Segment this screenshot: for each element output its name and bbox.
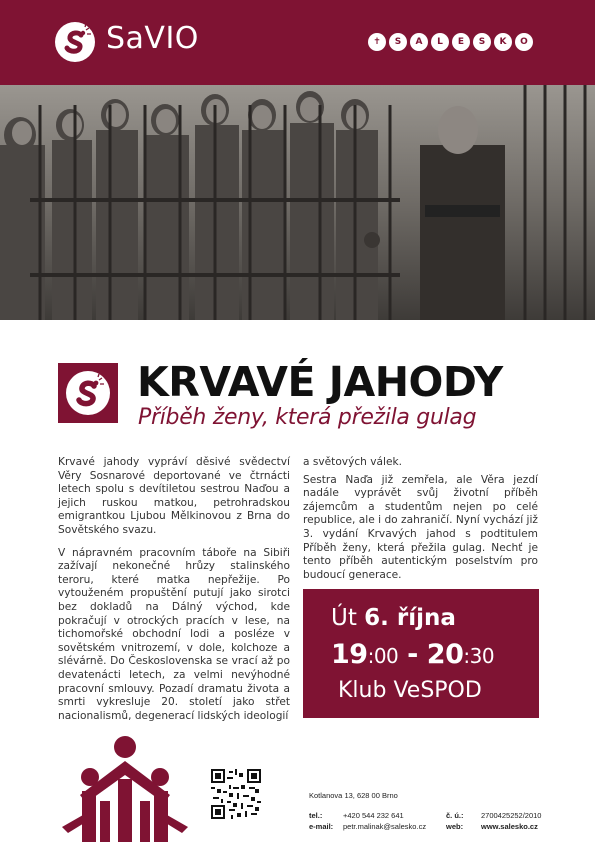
tel-value: +420 544 232 641 <box>343 811 404 820</box>
title-logo-icon <box>58 363 118 423</box>
body-paragraph: Sestra Naďa již zemřela, ale Věra jezdí nadále vyprávět svůj životní příběh zájemcům a studentům nejen po celé republice, ale i do zahraničí. Nyní vychází již 3. vydání Krvavých jahod s podtitulem Příběh ženy, která přežila gulag. Nechť je tento příběh autentickým poselstvím pro budoucí generace. <box>303 473 538 581</box>
salesko-letter: A <box>410 33 428 51</box>
tel-label <box>309 811 322 820</box>
account-value: 2700425252/2010 <box>481 811 542 820</box>
email-label <box>309 822 333 831</box>
time-start-min: :00 <box>367 644 399 668</box>
savio-logo-icon <box>55 22 95 62</box>
brand-name: SaVIO <box>106 21 199 56</box>
body-paragraph: Krvavé jahody vypráví děsivé svědectví Věry Sosnarové deportované ve čtrnácti letech spolu s devítiletou sestrou Naďou a jejich ruskou matkou, petrohradskou emigrantkou Ljubou Mělkinovou z Brna do Sovětského svazu. <box>58 456 290 536</box>
body-paragraph: V nápravném pracovním táboře na Sibiři zažívají nekonečné hrůzy stalinského teroru, které matka nepřežije. Po vytouženém propuštění putují jako sirotci bez dokladů na Dálný východ, kde pokračují v otrockých pracích v lese, na tichomořské obchodní lodi a posléze v sovětském vnitrozemí, v dole, kolchoze a slévárně. Do Československa se vrací až po devatenácti letech, za velmi nevýhodné pracovní smlouvy. Pozadí dramatu života a smrti vykresluje 20. století jako střet nacionalismů, degenerací lidských ideologií <box>58 546 290 722</box>
salesko-letter: E <box>452 33 470 51</box>
web-label-text: web: <box>446 822 464 831</box>
salesko-letter: O <box>515 33 533 51</box>
time-dash: - <box>407 639 418 670</box>
header-bar <box>0 0 595 85</box>
page-title: KRVAVÉ JAHODY <box>137 358 503 406</box>
salesko-letter: S <box>389 33 407 51</box>
body-paragraph: a světových válek. <box>303 456 402 468</box>
salesians-figures-icon <box>60 735 190 842</box>
time-start-hour: 19 <box>331 639 368 670</box>
event-date-value: 6. října <box>364 605 456 631</box>
footer-address: Kotlanova 13, 628 00 Brno <box>309 791 398 800</box>
email-link[interactable]: petr.malinak@salesko.cz <box>343 822 427 831</box>
email-label-text: e-mail: <box>309 822 334 831</box>
salesko-letter: K <box>494 33 512 51</box>
account-label <box>446 811 464 820</box>
event-day: Út <box>331 605 357 631</box>
event-info-box <box>303 589 539 718</box>
tel-label-text: tel.: <box>309 811 323 820</box>
event-place: Klub VeSPOD <box>338 678 482 703</box>
account-label-text: č. ú.: <box>446 811 464 820</box>
event-time <box>331 639 494 670</box>
time-end-hour: 20 <box>426 639 464 670</box>
prison-photo <box>0 85 595 320</box>
salesko-letter: S <box>473 33 491 51</box>
salesko-logo <box>368 33 533 51</box>
web-label <box>446 822 463 831</box>
page-subtitle: Příběh ženy, která přežila gulag <box>138 405 477 430</box>
body-column-left <box>58 456 290 732</box>
event-date <box>331 605 456 631</box>
salesko-letter: L <box>431 33 449 51</box>
time-end-min: :30 <box>463 644 495 668</box>
body-column-right <box>303 456 538 591</box>
web-link[interactable] <box>481 822 538 831</box>
qr-code[interactable] <box>211 769 261 819</box>
web-link-text[interactable]: www.salesko.cz <box>481 822 538 831</box>
salesko-cross-icon: ✝ <box>368 33 386 51</box>
